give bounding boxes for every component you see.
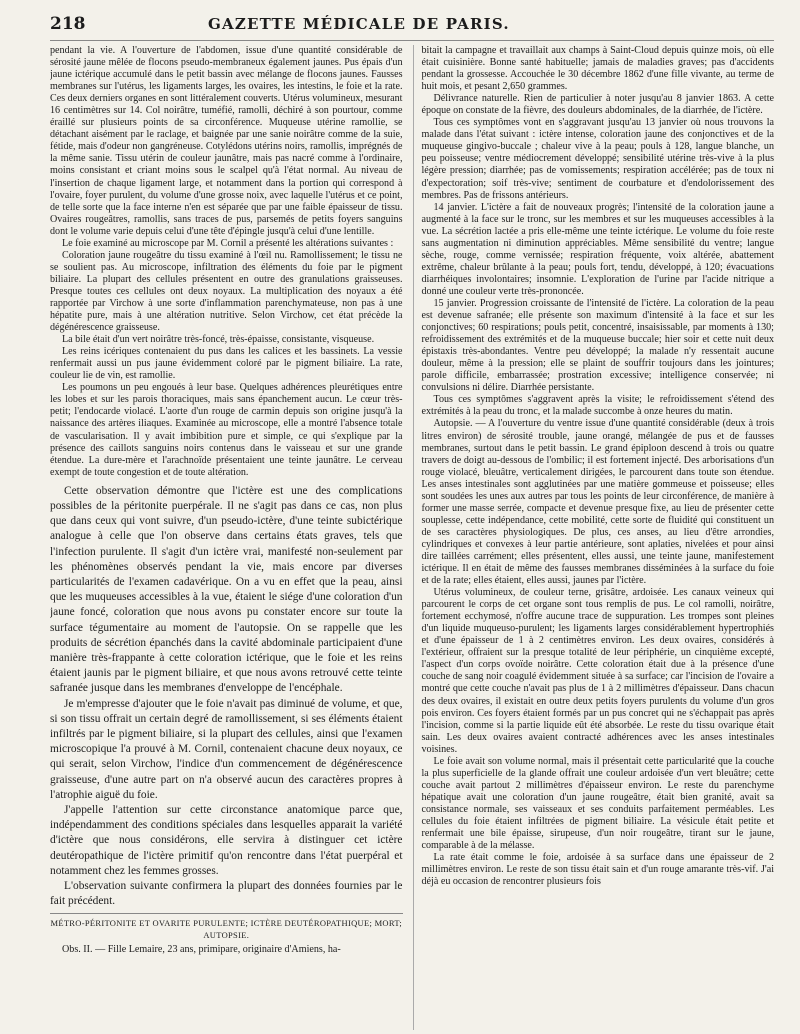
paragraph: Autopsie. — A l'ouverture du ventre issue d'une quantité considérable (deux à trois litres environ) de sérosité trouble, jaune orangé, mélangée de pus et de fausses membranes, surtout dans le petit bassin. Le grand épiploon descend à trois ou quatre travers de doigt au-dessous de l'ombilic; il est fortement injecté. Des arborisations d'un rouge violacé, bleuâtre, verticalement dirigées, le parcourent dans toute son étendue. Les anses intestinales sont agglutinées par une matière gommeuse et poisseuse; elles sont soudées les unes aux autres par tous les points de leur circonférence, de manière à former une masse serrée, compacte et devenue presque fixe, au lieu de présenter cette souplesse, cette indépendance, cette mobilité, cette sorte de fluidité qui constituent un de ses caractères physiologiques. De plus, ces anses, au lieu d'être arrondies, cylindriques et convexes à leur partie antérieure, sont aplaties, nivelées et pour ainsi dire taillées carrément; elles présentent, elles aussi, une teinte jaune, manifestement ictérique. Il en était de même des fausses membranes disséminées à la surface du foie et de la rate; elles étaient, elles aussi, jaunes par l'ictère. xyxy=(421,418,774,587)
paragraph: Délivrance naturelle. Rien de particulier à noter jusqu'au 8 janvier 1863. A cette époque on constate de la fièvre, des douleurs abdominales, de la diarrhée, de l'ictère. xyxy=(421,93,774,117)
paragraph: La rate était comme le foie, ardoisée à sa surface dans une épaisseur de 2 millimètres environ. Le reste de son tissu était sain et d'un rouge amarante très-vif. J'ai déjà eu occasion de rencontrer plusieurs fois xyxy=(421,852,774,888)
running-header xyxy=(50,14,774,41)
paragraph: Le foie examiné au microscope par M. Cornil a présenté les altérations suivantes : xyxy=(62,237,394,249)
commentary-block xyxy=(50,484,403,910)
divider xyxy=(50,913,403,914)
paragraph: Je m'empresse d'ajouter que le foie n'avait pas diminué de volume, et que, si son tissu offrait un certain degré de ramollissement, si ses éléments étaient infiltrés par le pigment biliaire, si la plupart des cellules, ainsi que l'examen microscopique l'a prouvé à M. Cornil, contenaient chacune deux noyaux, ce qui serait, selon Virchow, l'indice d'un commencement de dégénérescence graisseuse, d'une autre part on n'a observé aucun des caractères propres à l'atrophie aiguë du foie. xyxy=(50,697,403,801)
journal-title: GAZETTE MÉDICALE DE PARIS. xyxy=(208,15,510,33)
paragraph: Coloration jaune rougeâtre du tissu examiné à l'œil nu. Ramollissement; le tissu ne se soulient pas. Au microscope, infiltration des éléments du foie par le pigment biliaire. La plupart des cellules présentent en outre des granulations graisseuses. Presque toutes ces cellules ont deux noyaux. La multiplication des noyaux a été rapportée par Virchow à une sorte d'inflammation parenchymateuse, non pas à une hépatite pure, mais à une altération nutritive. Selon Virchow, cet état précède la dégénérescence graisseuse. xyxy=(50,249,403,334)
paragraph: 14 janvier. L'ictère a fait de nouveaux progrès; l'intensité de la coloration jaune a augmenté à la face sur le tronc, sur les membres et sur les muqueuses accessibles à la vue. La sécrétion lactée a pris elle-même une teinte ictérique. Le volume du foie reste sans augmentation ni diminution appréciables. Même sensibilité du ventre; langue sèche, rouge, comme vernissée; respiration fréquente, voix altérée, abattement extrême, chaleur brûlante à la peau; pouls fort, tendu, développé, à 120; évacuations diarrhéiques involontaires; insomnie. L'exploration de l'urine par l'acide nitrique a donné une couleur verte très-prononcée. xyxy=(421,201,774,297)
paragraph: Obs. II. — Fille Lemaire, 23 ans, primipare, originaire d'Amiens, ha- xyxy=(62,944,341,956)
paragraph: Tous ces symptômes vont en s'aggravant jusqu'au 13 janvier où nous trouvons la malade dans l'état suivant : ictère intense, coloration jaune des conjonctives et de la muqueuse gingivo-buccale ; chaleur vive à la peau; pouls à 128, langue blanche, un peu poisseuse; ventre médiocrement développé; sensibilité utérine très-vive à la plus légère pression; diarrhée; pas de vomissements; respiration accélérée; pas de toux ni d'expectoration; soif très-vive; sentiment de courbature et d'endolorissement des membres. Pas de frissons antérieurs. xyxy=(421,117,774,201)
paragraph: Cette observation démontre que l'ictère est une des complications possibles de la péritonite puerpérale. Il ne s'agit pas dans ce cas, non plus que dans ceux qui vont suivre, d'un pseudo-ictère, d'une teinte subictérique analogue à celle que l'on observe dans certains états graves, tels que l'infection purulente. Il s'agit d'un ictère vrai, manifesté non-seulement par les phénomènes observés pendant la vie, mais encore par diverses particularités de l'examen cadavérique. On a vu en effet que la peau, ainsi que les muqueuses accessibles à la vue, étaient le siége d'une coloration d'un jaune foncé, coloration que nous avons pu constater encore sur toute la surface tégumentaire au moment de l'autopsie. On se rappelle que les produits de sécrétion épanchés dans la cavité abdominale participaient d'une manière très-frappante à cette coloration ictérique, que le foie et les reins étaient jaunis par le pigment biliaire, et que nous avons retrouvé cette teinte safranée jusque dans les membranes d'enveloppe de l'encéphale. xyxy=(50,484,403,695)
paragraph: J'appelle l'attention sur cette circonstance anatomique parce que, indépendamment des conditions spéciales dans lesquelles apparait la variété d'ictère que nous considérons, elle servira à distinguer cet ictère deutéropathique de l'ictère primitif qu'on rencontre dans l'état puerpéral et notamment chez les femmes grosses. xyxy=(50,803,403,877)
paragraph: Utérus volumineux, de couleur terne, grisâtre, ardoisée. Les canaux veineux qui parcourent le corps de cet organe sont tous remplis de pus. Le col ramolli, noirâtre, fortement ecchymosé, n'offre aucune trace de suppuration. Les trompes sont pleines d'un liquide muqueuso-purulent; les ligaments larges considérablement hypertrophiés et d'une épaisseur de 1 à 2 centimètres environ. Les deux ovaires, considérés à l'extérieur, offraient sur la presque totalité de leur périphérie, un cinquième excepté, l'aspect d'un corps ovoïde noirâtre. Cette coloration était due à la présence d'une couche de sang noir coagulé évidemment située à sa surface; car l'incision de l'ovaire a montré que cette couche n'avait pas plus de 1 à 2 millimètres d'épaisseur. Dans chacun des deux ovaires, il existait en outre deux petits foyers purulents du volume d'un gros pois environ. Ces foyers étaient formés par un pus concret qui ne s'échappait pas après l'incision, comme si la partie liquide eût été absorbée. Le reste du tissu ovarique était sain. Les deux ovaires avaient contracté adhérences avec les anses intestinales voisines. xyxy=(421,587,774,755)
paragraph: L'observation suivante confirmera la plupart des données fournies par le fait précédent. xyxy=(50,879,403,908)
paragraph: Le foie avait son volume normal, mais il présentait cette particularité que la couche la plus superficielle de la glande offrait une couleur ardoisée d'un vert bleuâtre; cette couche avait partout 2 millimètres d'épaisseur environ. Le reste du parenchyme hépatique avait une coloration d'un jaune rougeâtre, était bien granité, avait sa consistance normale, ses vaisseaux et ses conduits parfaitement perméables. Les cellules du foie étaient infiltrées de pigment biliaire. La vésicule était petite et renfermait une bile épaisse, sirupeuse, d'un noir rougeâtre, tirant sur le jaune, comparable à de la mélasse. xyxy=(421,755,774,852)
text-columns xyxy=(50,45,774,1030)
section-heading: MÉTRO-PÉRITONITE ET OVARITE PURULENTE; ICTÈRE DEUTÉROPATHIQUE; MORT; AUTOPSIE. xyxy=(50,918,403,941)
paragraph: La bile était d'un vert noirâtre très-foncé, très-épaisse, consistante, visqueuse. xyxy=(62,334,375,346)
left-column xyxy=(50,45,403,1030)
paragraph: pendant la vie. A l'ouverture de l'abdomen, issue d'une quantité considérable de sérosité jaune mêlée de flocons pseudo-membraneux également jaunes. Pus épais d'un jaune ictérique accumulé dans le petit bassin avec mélange de flocons jaunes. Fausses membranes sur l'utérus, les ligaments larges, les ovaires, les intestins, le foie et la rate. Ces deux derniers organes en sont littéralement couverts. Utérus volumineux, mesurant 16 centimètres sur 14. Col noirâtre, tuméfié, ramolli, déchiré à son pourtour, comme éraillé sur plusieurs points de sa circonférence. Muqueuse utérine ramollie, se détachant aisément par le raclage, et baignée par une sanie noirâtre comme de la suie, fétide, mais d'odeur non gangréneuse. Cotylédons utérins noirs, ramollis, imprégnés de la même sanie. Tissu utérin de couleur jaunâtre, mais pas nacré comme à l'ordinaire, moins consistant et criant moins sous le scalpel qu'à l'état normal. Au niveau de l'insertion de chaque ligament large, et notamment dans la portion qui correspond à l'ovaire, foyer purulent, du volume d'une grosse noix, avec laquelle l'utérus et ce point, de telle sorte que la face interne n'en est séparée que par une faible épaisseur de tissu. Ovaires rougeâtres, ramollis, sans traces de pus, parsemés de petits foyers sanguins dont le volume varie depuis celui d'une tête d'épingle jusqu'à celui d'une lentille. xyxy=(50,45,403,237)
right-column xyxy=(413,45,775,1030)
paragraph: Les poumons un peu engoués à leur base. Quelques adhérences pleurétiques entre les lobes et sur les parois thoraciques, mais sans épanchement aucun. Le cœur très-petit; l'endocarde violacé. L'aorte d'un rouge de carmin depuis son origine jusqu'à la naissance des artères iliaques. Examinée au microscope, elle a montré l'absence totale de vascularisation. Il y avait imbibition pure et simple, ce qui s'explique par la présence des caillots sanguins noirs contenus dans le vaisseau et sur une grande étendue. La dure-mère et l'arachnoïde présentaient une teinte jaunâtre. Le cerveau exempt de toute congestion et de toute altération. xyxy=(50,382,403,478)
paragraph: 15 janvier. Progression croissante de l'intensité de l'ictère. La coloration de la peau est devenue safranée; elle présente son maximum d'intensité à la face et sur les conjonctives; 60 respirations; pouls petit, concentré, insaisissable, par moments à 130; refroidissement des extrémités et de la muqueuse buccale; hier soir et cette nuit deux épistaxis très-abondantes. Ventre peu développé; la malade n'y ressentait aucune douleur, même à la pression; elle se plaint de souffrir toujours dans les jointures; parole difficile, embarrassée; prostration excessive; intelligence conservée; ni convulsions ni délire. Diarrhée persistante. xyxy=(421,297,774,394)
paragraph: Les reins icériques contenaient du pus dans les calices et les bassinets. La vessie renfermait aussi un pus jaune évidemment coloré par le pigment biliaire. La rate, couleur lie de vin, est ramollie. xyxy=(50,346,403,382)
page-number: 218 xyxy=(50,14,86,34)
paragraph: bitait la campagne et travaillait aux champs à Saint-Cloud depuis quinze mois, où elle était cuisinière. Bonne santé habituelle; jamais de maladies graves; pas d'accidents pendant la grossesse. Accouchée le 30 décembre 1862 d'une fille vivante, au terme de huit mois, et pesant 2,650 grammes. xyxy=(421,45,774,93)
paragraph: Tous ces symptômes s'aggravent après la visite; le refroidissement s'étend des extrémités à la peau du tronc, et la malade succombe à onze heures du matin. xyxy=(421,394,774,418)
